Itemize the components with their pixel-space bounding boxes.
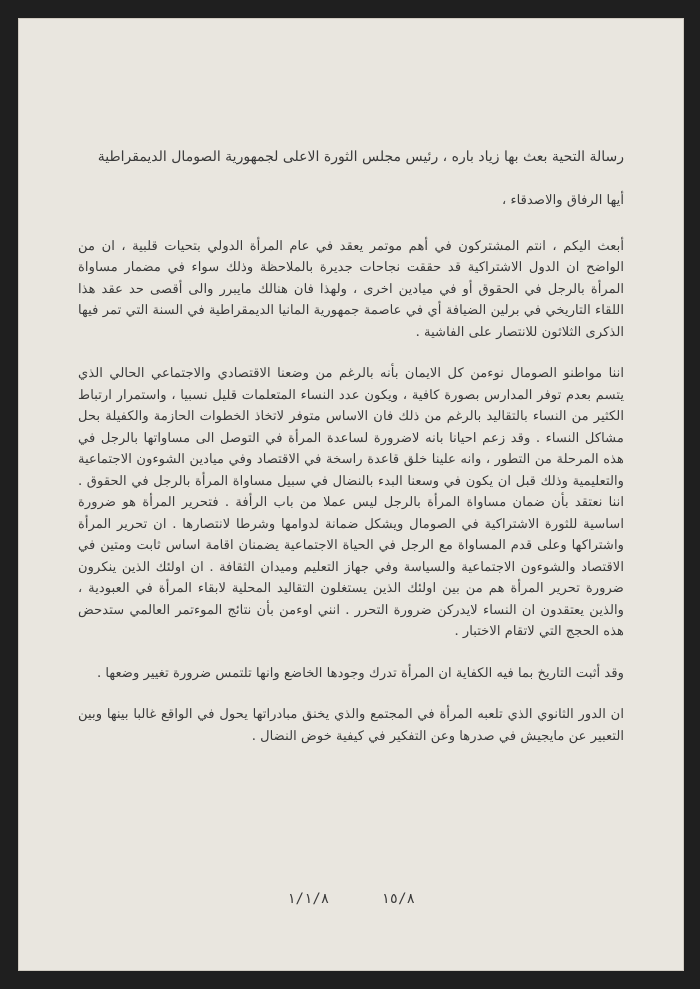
page-footer xyxy=(18,891,684,915)
footer-mark-left: ١/١/٨ xyxy=(287,891,330,907)
footer-mark-right: ١٥/٨ xyxy=(381,891,415,907)
salutation: أيها الرفاق والاصدقاء ، xyxy=(502,193,624,208)
paragraph-2: اننا مواطنو الصومال نوءمن كل الايمان بأنه بالرغم من وضعنا الاقتصادي والاجتماعي الحالي الذي يتسم بعدم توفر المدارس بصورة كافية ، ويكون عدد النساء المتعلمات قليل نسبيا ، واستمرار ارتباط الكثير من النساء بالتقاليد بالرغم من ذلك فان الاساس متوفر لاتخاذ الخطوات الحازمة والكفيلة بحل مشاكل النساء . وقد زعم احيانا بانه لاضرورة لساعدة المرأة في التوصل الى مساواتها بالرجل في هذه المرحلة من التطور ، وانه علينا خلق قاعدة راسخة في الاقتصاد وفي ميادين الشوءون الاجتماعية والتعليمية وذلك قبل ان يكون في وسعنا البدء بالنضال في سبيل مساواة المرأة بالرجل في الحقوق . اننا نعتقد بأن ضمان مساواة المرأة بالرجل ليس عملا من باب الرأفة . فتحرير المرأة هو ضرورة اساسية للثورة الاشتراكية في الصومال ويشكل ضمانة لدوامها وشرطا لانتصارها . ان تحرير المرأة واشتراكها وعلى قدم المساواة مع الرجل في الحياة الاجتماعية يضمنان اقامة اساس ثابت ومتين في الاقتصاد والشوءون الاجتماعية والسياسة وفي جهاز التعليم وميدان الثقافة . ان اولئك الذين ينكرون ضرورة تحرير المرأة هم من بين اولئك الذين يستغلون التقاليد المحلية لابقاء المرأة في العبودية ، والذين يعتقدون ان النساء لايدركن ضرورة التحرر . انني اوءمن بأن نتائج الموءتمر العالمي ستدحض هذه الحجج التي لاتقام الاختبار . xyxy=(78,366,624,639)
letter-title: رسالة التحية بعث بها زياد باره ، رئيس مجلس الثورة الاعلى لجمهورية الصومال الديمقراطية xyxy=(97,149,624,165)
paragraph-4: ان الدور الثانوي الذي تلعبه المرأة في المجتمع والذي يخنق مبادراتها يحول في الواقع غالبا بينها وبين التعبير عن مايجيش في صدرها وعن التفكير في كيفية خوض النضال . xyxy=(78,707,624,744)
paragraph-3: وقد أثبت التاريخ بما فيه الكفاية ان المرأة تدرك وجودها الخاضع وانها تلتمس ضرورة تغيير وضعها . xyxy=(96,665,624,681)
letter-body xyxy=(78,146,624,767)
paragraph-1: أبعث اليكم ، انتم المشتركون في أهم موتمر يعقد في عام المرأة الدولي بتحيات قلبية ، ان من الواضح ان الدول الاشتراكية قد حققت نجاحات جديرة بالملاحظة وذلك سواء في مضمار مساواة المرأة بالرجل في الحقوق أو في ميادين اخرى ، ولهذا فان هنالك مايبرر والى أقصى حد عقد هذا اللقاء التاريخي في برلين الضيافة أي في عاصمة جمهورية المانيا الديمقراطية في السنة التي تمر فيها الذكرى الثلاثون للانتصار على الفاشية . xyxy=(78,238,624,340)
document-page xyxy=(18,18,684,971)
